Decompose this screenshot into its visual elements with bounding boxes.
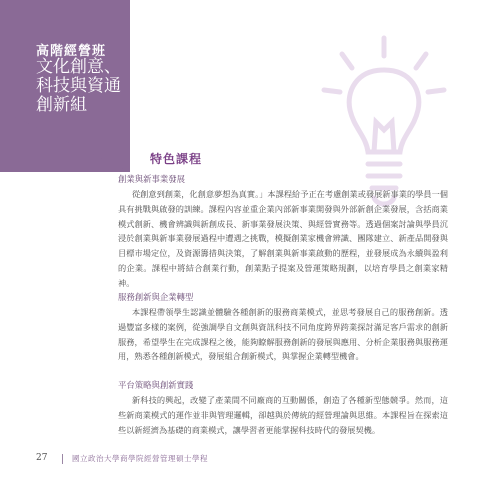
page-number: 27 <box>36 453 48 463</box>
course-block <box>118 172 448 291</box>
course-block <box>118 290 448 364</box>
program-title: 文化創意、 科技與資通 創新組 <box>36 57 121 115</box>
course-description: 本課程帶領學生認識並體驗各種創新的服務商業模式，並思考發展自己的服務創新。透過豐富多樣的案例，從強調學自文創與資訊科技不同角度跨界跨業探討滿足客戶需求的創新服務，希望學生在完成課程之後，能夠瞭解服務創新的發展與應用、分析企業服務與服務運用，熟悉各種創新模式，發展組合創新模式，與掌握企業轉型機會。 <box>118 307 448 362</box>
course-description: 新科技的興起，改變了產業間不同廠商的互動關係，創造了各種新型態競爭。然而，這些新商業模式的運作並非與管理邏輯，卻越與於傳統的經營理論與思維。本課程旨在探索這些以新經濟為基礎的商業模式，讓學習者更能掌握科技時代的發展契機。 <box>118 395 448 435</box>
footer-divider <box>62 454 63 464</box>
section-heading: 特色課程 <box>150 152 203 166</box>
course-description: 從創意到創業，化創意夢想為真實。」本課程給予正在考慮創業或發展新事業的學員一個具有挑戰與啟發的訓練。課程內容並重企業內部新事業開發與外部新創企業發展，含括商業模式創新、機會辨識與新創成長、新事業發展決策、與經營實務等。透過個案討論與學員沉浸於創業與新事業發展過程中遭遇之挑戰，模擬創業家機會辨識、團隊建立、新產品開發與目標市場定位，及資源籌措與決策，了解創業與新事業啟動的歷程，並發展成為永續與盈利的企業。課程中將結合創業行動，創業點子提案及營運策略規劃，以培育學員之創業家精神。 <box>118 189 448 288</box>
course-block <box>118 378 448 437</box>
program-kicker: 高階經營班 <box>36 44 107 59</box>
course-subtitle: 創業與新事業發展 <box>118 174 185 184</box>
course-subtitle: 平台策略與創新實踐 <box>118 380 194 390</box>
course-subtitle: 服務創新與企業轉型 <box>118 292 194 302</box>
footer-institution: 國立政治大學商學院經營管理碩士學程 <box>72 454 208 463</box>
